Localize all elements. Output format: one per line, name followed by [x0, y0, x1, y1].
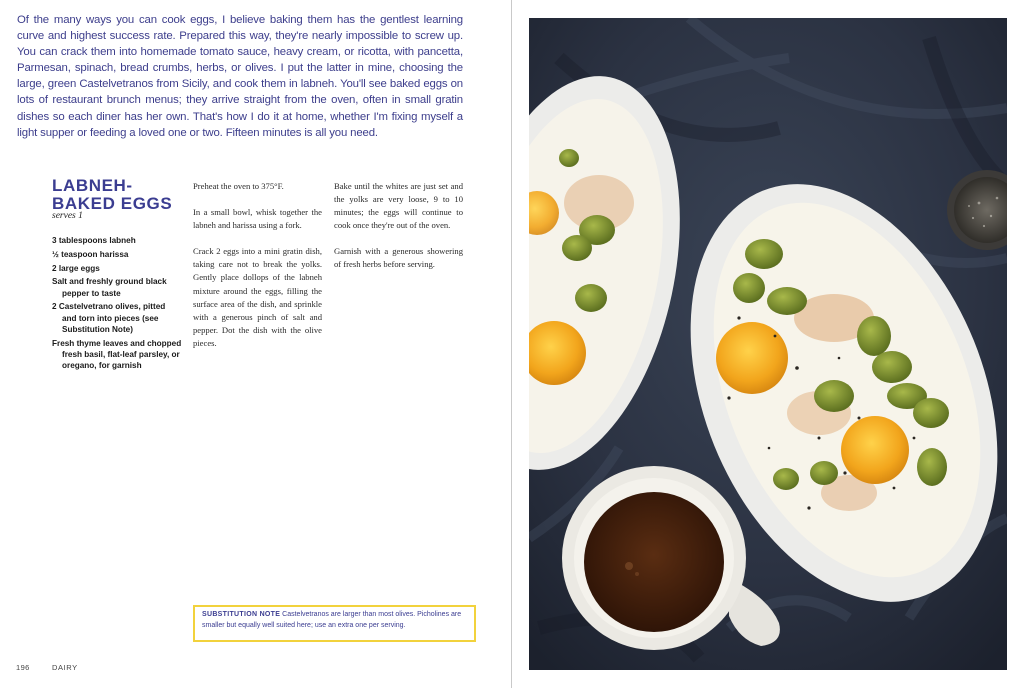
method-step: In a small bowl, whisk together the labneh and harissa using a fork.	[193, 207, 322, 231]
olive	[562, 235, 592, 261]
olive	[872, 351, 912, 383]
left-page	[0, 0, 511, 688]
method-step: Preheat the oven to 375°F.	[193, 181, 284, 191]
page-number: 196	[16, 663, 30, 672]
recipe-title-line-1: LABNEH-	[52, 176, 133, 195]
ingredient-item: 3 tablespoons labneh	[52, 236, 136, 245]
egg-yolk	[841, 416, 909, 484]
recipe-title	[52, 177, 180, 213]
olive	[857, 316, 891, 356]
olive	[917, 448, 947, 486]
substitution-note-text: Castelvetranos are larger than most olives. Picholines are smaller but equally well suited here; use an extra one per serving.	[202, 611, 462, 629]
olive	[575, 284, 607, 312]
ingredient-item: 2 large eggs	[52, 263, 100, 273]
method-step: Bake until the whites are just set and the yolks are very loose, 9 to 10 minutes; the eggs will continue to cook once they're out of the oven.	[334, 181, 463, 231]
ingredient-item: Salt and freshly ground black pepper to taste	[52, 277, 167, 298]
method-step: Crack 2 eggs into a mini gratin dish, taking care not to break the yolks. Gently place dollops of the labneh mixture around the eggs, filling the surface area of the dish, and sprinkle with a generous pinch of salt and pepper. Dot the dish with the olive pieces.	[193, 246, 322, 348]
egg-yolk	[716, 322, 788, 394]
ingredient-list	[52, 235, 182, 374]
olive	[773, 468, 799, 490]
ingredient-item: ½ teaspoon harissa	[52, 249, 129, 259]
olive	[745, 239, 783, 269]
ingredient-item: Fresh thyme leaves and chopped fresh basil, flat-leaf parsley, or oregano, for garnish	[52, 338, 182, 370]
right-page	[512, 0, 1024, 688]
method-column-2	[334, 180, 463, 285]
method-column-1	[193, 180, 322, 363]
olive	[767, 287, 807, 315]
olive	[559, 149, 579, 167]
recipe-title-line-2: BAKED EGGS	[52, 194, 173, 213]
substitution-note	[193, 605, 476, 642]
olive	[810, 461, 838, 485]
baked-eggs-photo	[529, 18, 1007, 670]
section-label: DAIRY	[52, 663, 78, 672]
serves-label: serves 1	[52, 211, 83, 221]
method-step: Garnish with a generous showering of fresh herbs before serving.	[334, 246, 463, 270]
ingredient-item: 2 Castelvetrano olives, pitted and torn into pieces (see Substitution Note)	[52, 302, 166, 334]
coffee	[584, 492, 724, 632]
olive	[733, 273, 765, 303]
olive	[814, 380, 854, 412]
olive	[913, 398, 949, 428]
intro-paragraph: Of the many ways you can cook eggs, I believe baking them has the gentlest learning curve and highest success rate. Prepared this way, they're nearly impossible to screw up. You can crack them into homemade tomato sauce, heavy cream, or ricotta, with pancetta, Parmesan, spinach, bread crumbs, herbs, or olives. I put the latter in mine, choosing the large, green Castelvetranos from Sicily, and cook them in labneh. You'll see baked eggs on lots of restaurant brunch menus; they arrive straight from the oven, often in small gratin dishes so each diner has her own. That's how I do it at home, whether I'm fixing myself a light supper or feeding a loved one or two. Fifteen minutes is all you need.	[17, 14, 463, 139]
substitution-note-label: SUBSTITUTION NOTE	[202, 611, 281, 618]
